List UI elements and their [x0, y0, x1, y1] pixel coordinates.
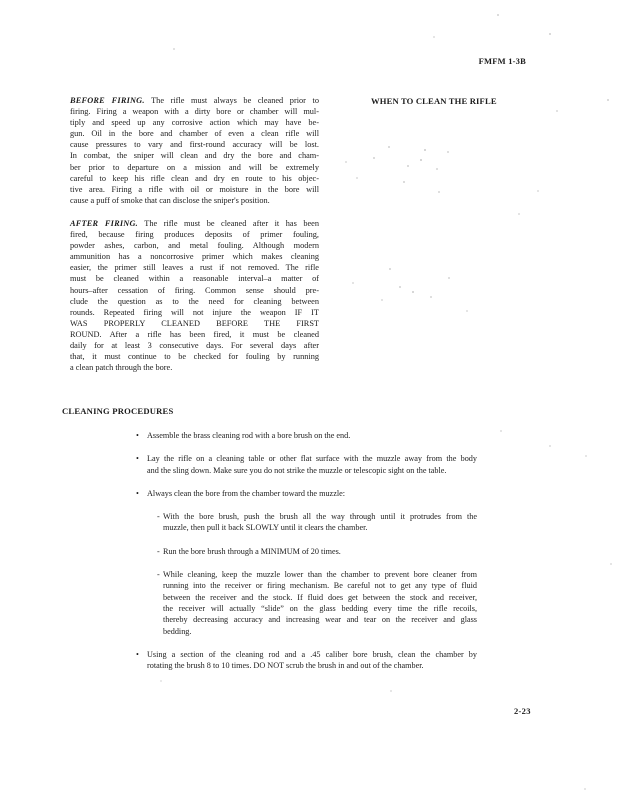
- text-line: thereby decreasing accuracy and increasing wear and tear on the receiver and glass: [163, 615, 477, 625]
- bullet-icon: •: [136, 454, 139, 464]
- list-item-text: [147, 430, 477, 441]
- list-item: [157, 546, 477, 557]
- text-line: careful to keep his rifle clean and dry en route to his objec-: [70, 173, 319, 183]
- paragraph-lead: BEFORE FIRING.: [70, 96, 145, 105]
- list-item: [136, 488, 477, 499]
- text-line: In combat, the sniper will clean and dry the bore and cham-: [70, 151, 319, 161]
- cleaning-procedures-list: [136, 430, 477, 683]
- list-item-text: [147, 488, 477, 499]
- text-line: gun. Oil in the bore and chamber of even a clean rifle will: [70, 129, 319, 139]
- text-line: that, it must continue to be checked for fouling by running: [70, 352, 319, 362]
- list-item-text: [163, 511, 477, 534]
- list-item: [136, 453, 477, 476]
- text-line: daily for at least 3 consecutive days. For several days after: [70, 340, 319, 350]
- paragraph-after-firing: [70, 218, 319, 373]
- list-item: [136, 649, 477, 672]
- text-line: ROUND. After a rifle has been fired, it must be cleaned: [70, 329, 319, 339]
- text-line: While cleaning, keep the muzzle lower than the chamber to prevent bore cleaner from: [163, 570, 477, 580]
- text-line: Using a section of the cleaning rod and a .45 caliber bore brush, clean the chamber by: [147, 649, 477, 659]
- list-item: [136, 430, 477, 441]
- page-number: 2-23: [514, 706, 531, 716]
- dash-icon: -: [157, 546, 160, 556]
- text-line: powder ashes, carbon, and metal fouling. Although modern: [70, 241, 319, 251]
- text-line: AFTER FIRING. The rifle must be cleaned after it has been: [70, 218, 319, 228]
- list-item-text: [163, 546, 477, 557]
- text-line: rotating the brush 8 to 10 times. DO NOT scrub the brush in and out of the chamber.: [147, 661, 424, 671]
- text-line: tiply and speed up any corrosive action which may have be-: [70, 118, 319, 128]
- list-item-text: [163, 569, 477, 637]
- text-line: Lay the rifle on a cleaning table or other flat surface with the muzzle away from the body: [147, 454, 477, 464]
- bullet-icon: •: [136, 431, 139, 440]
- text-line: Assemble the brass cleaning rod with a bore brush on the end.: [147, 431, 351, 440]
- text-line: and the sling down. Make sure you do not strike the muzzle or telescopic sight on the table.: [147, 465, 447, 475]
- text-line: Run the bore brush through a MINIMUM of 20 times.: [163, 546, 341, 556]
- list-item-text: [147, 649, 477, 672]
- text-line: tive area. Firing a rifle with oil or moisture in the bore will: [70, 184, 319, 194]
- paragraph-lead: AFTER FIRING.: [70, 218, 138, 228]
- text-line: WAS PROPERLY CLEANED BEFORE THE FIRST: [70, 318, 319, 328]
- bullet-icon: •: [136, 488, 139, 498]
- text-line: firing. Firing a weapon with a dirty bore or chamber will mul-: [70, 107, 319, 117]
- text-line: clude the question as to the need for cleaning between: [70, 296, 319, 306]
- body-column: [70, 95, 319, 385]
- text-line: between the receiver and the stock. If fluid does get between the stock and receiver,: [163, 592, 477, 602]
- text-line: fired, because firing produces deposits of primer fouling,: [70, 230, 319, 240]
- section-heading-cleaning-procedures: CLEANING PROCEDURES: [62, 406, 174, 416]
- paragraph-before-firing: [70, 95, 319, 206]
- bullet-icon: •: [136, 649, 139, 659]
- text-line: bedding.: [163, 626, 192, 636]
- text-line: cause a puff of smoke that can disclose the sniper's position.: [70, 195, 270, 205]
- text-line: running into the receiver or firing mechanism. Be careful not to get any type of fluid: [163, 581, 477, 591]
- text-line: easier, the primer still leaves a rust if not removed. The rifle: [70, 263, 319, 273]
- document-id: FMFM 1-3B: [478, 56, 526, 66]
- text-line: ammunition has a noncorrosive primer which makes cleaning: [70, 252, 319, 262]
- text-line: rounds. Repeated firing will not injure the weapon IF IT: [70, 307, 319, 317]
- text-line: Always clean the bore from the chamber toward the muzzle:: [147, 488, 346, 498]
- text-line: With the bore brush, push the brush all the way through until it protrudes from the: [163, 512, 477, 522]
- list-item: [157, 569, 477, 637]
- text-line: cause pressures to vary and first-round accuracy will be lost.: [70, 140, 319, 150]
- scan-noise: [0, 0, 2, 2]
- text-line: muzzle, then pull it back SLOWLY until it clears the chamber.: [163, 523, 368, 533]
- text-line: a clean patch through the bore.: [70, 363, 173, 373]
- text-line: hours–after cessation of firing. Common sense should pre-: [70, 285, 319, 295]
- dash-icon: -: [157, 570, 160, 580]
- text-line: BEFORE FIRING. The rifle must always be cleaned prior to: [70, 96, 319, 105]
- list-item-text: [147, 453, 477, 476]
- section-heading-when-to-clean: WHEN TO CLEAN THE RIFLE: [371, 96, 497, 106]
- text-line: ber prior to departure on a mission and will be extremely: [70, 162, 319, 172]
- list-item: [157, 511, 477, 534]
- dash-icon: -: [157, 512, 160, 522]
- text-line: must be cleaned within a reasonable interval–a matter of: [70, 274, 319, 284]
- text-line: the receiver will actually “slide” on the glass bedding every time the rifle recoils,: [163, 603, 477, 613]
